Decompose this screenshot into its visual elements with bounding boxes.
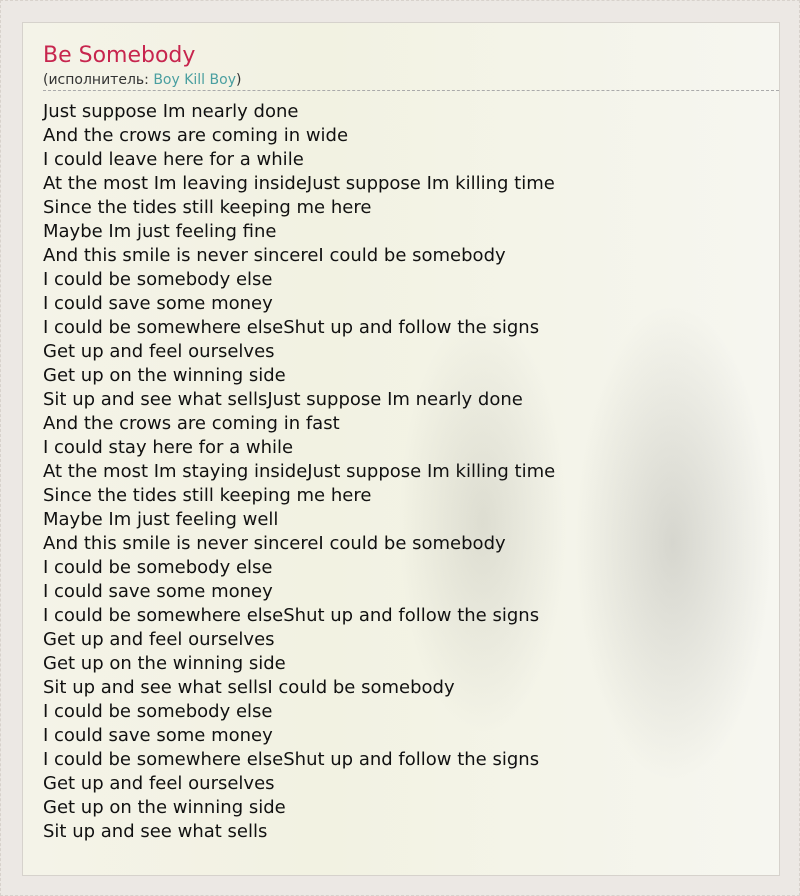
lyric-line: Get up on the winning side: [43, 653, 286, 674]
lyric-line: Since the tides still keeping me here: [43, 197, 372, 218]
lyric-line: I could be somewhere elseShut up and follow the signs: [43, 605, 540, 626]
artist-link[interactable]: Boy Kill Boy: [153, 72, 236, 88]
lyric-line: Get up and feel ourselves: [43, 773, 275, 794]
lyric-line: I could be somewhere elseShut up and follow the signs: [43, 317, 540, 338]
lyric-line: I could stay here for a while: [43, 437, 294, 458]
lyric-line: Since the tides still keeping me here: [43, 485, 372, 506]
lyric-line: I could save some money: [43, 293, 273, 314]
lyric-line: I could be somebody else: [43, 557, 273, 578]
lyric-line: I could be somebody else: [43, 269, 273, 290]
lyric-line: I could save some money: [43, 581, 273, 602]
artist-suffix: ): [235, 72, 242, 88]
lyric-line: And the crows are coming in wide: [43, 125, 349, 146]
lyric-line: Maybe Im just feeling fine: [43, 221, 277, 242]
song-title: Be Somebody: [43, 43, 196, 68]
lyric-line: I could leave here for a while: [43, 149, 304, 170]
artist-prefix: (исполнитель:: [43, 72, 154, 88]
lyric-line: Get up on the winning side: [43, 365, 286, 386]
lyric-line: Get up and feel ourselves: [43, 629, 275, 650]
lyric-line: Sit up and see what sellsI could be somebody: [43, 677, 455, 698]
lyric-line: Get up on the winning side: [43, 797, 286, 818]
lyric-line: And this smile is never sincereI could be somebody: [43, 533, 506, 554]
lyrics-text: [43, 100, 555, 844]
artist-line: [43, 72, 241, 88]
lyric-line: At the most Im staying insideJust suppose Im killing time: [43, 461, 556, 482]
lyric-line: I could be somewhere elseShut up and follow the signs: [43, 749, 540, 770]
lyric-line: I could save some money: [43, 725, 273, 746]
lyric-line: At the most Im leaving insideJust suppose Im killing time: [43, 173, 555, 194]
divider: [43, 90, 779, 91]
lyrics-card: [22, 22, 780, 876]
lyric-line: I could be somebody else: [43, 701, 273, 722]
lyric-line: Maybe Im just feeling well: [43, 509, 279, 530]
lyric-line: Just suppose Im nearly done: [43, 101, 299, 122]
lyric-line: And this smile is never sincereI could be somebody: [43, 245, 506, 266]
lyric-line: Sit up and see what sells: [43, 821, 268, 842]
lyric-line: Sit up and see what sellsJust suppose Im nearly done: [43, 389, 523, 410]
lyric-line: Get up and feel ourselves: [43, 341, 275, 362]
lyric-line: And the crows are coming in fast: [43, 413, 340, 434]
